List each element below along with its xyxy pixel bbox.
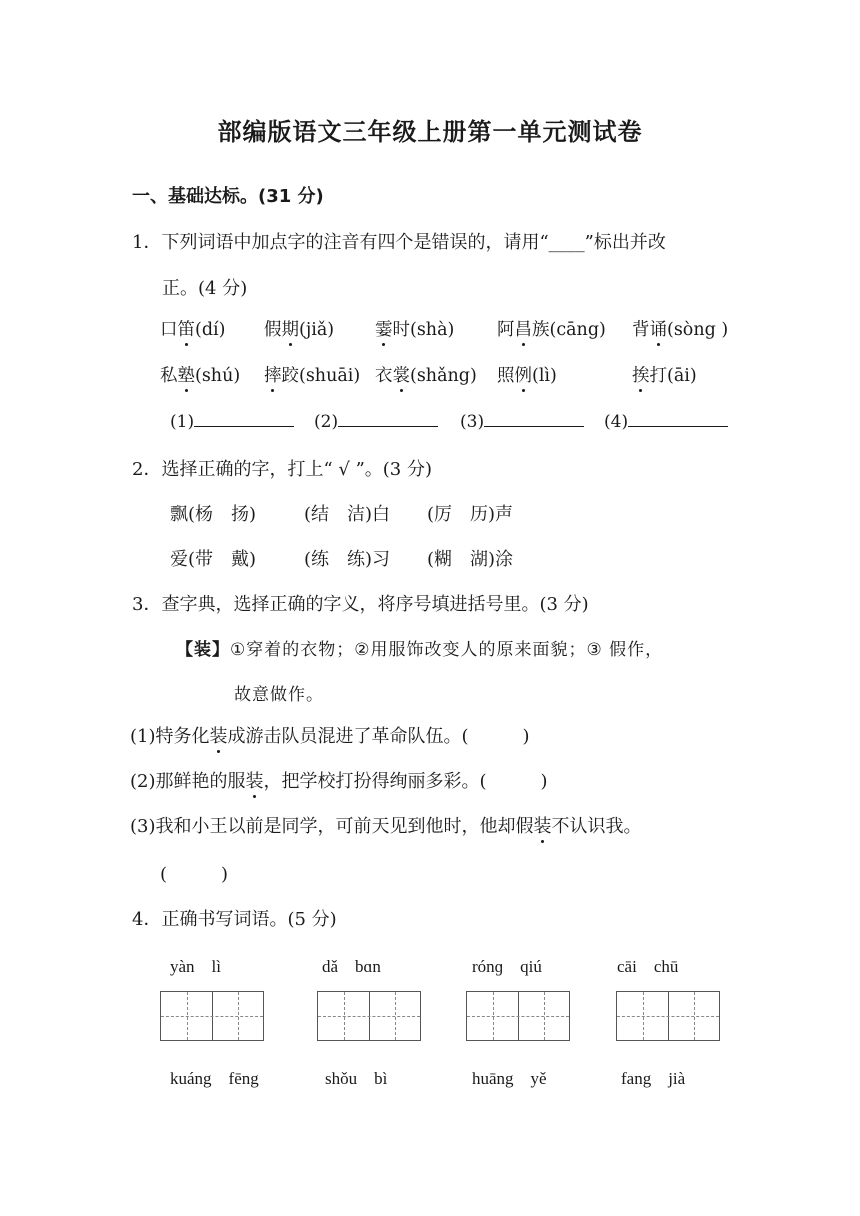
pinyin-label: fang jià: [621, 1069, 686, 1088]
dotted-char: 昌: [514, 320, 532, 340]
pinyin-label: yàn lì: [170, 957, 221, 976]
pinyin-label: huāng yě: [472, 1069, 547, 1088]
dictionary-definition: [176, 635, 663, 660]
choice-option[interactable]: (糊 湖)涂: [427, 549, 514, 570]
dotted-char: 装: [245, 771, 264, 792]
pinyin-label: kuáng fēng: [170, 1069, 259, 1088]
question-2: [132, 455, 432, 481]
question-4: [132, 905, 337, 931]
dotted-char: 例: [514, 366, 532, 386]
question-text: 正确书写词语。(5 分): [161, 909, 337, 930]
question-1-line2: 正。(4 分): [162, 278, 248, 299]
pinyin-word: 照例(lì): [497, 366, 557, 386]
pinyin-label: shǒu bì: [325, 1069, 388, 1088]
pinyin-word: 霎时(shà): [375, 320, 455, 340]
writing-box[interactable]: [616, 991, 720, 1041]
answer-parentheses: ( ): [160, 864, 229, 885]
question-3: [132, 590, 589, 616]
dotted-char: 塾: [177, 366, 195, 386]
answer-blank[interactable]: (4): [604, 410, 728, 432]
pinyin-label: dǎ bɑn: [322, 957, 381, 976]
pinyin-label: cāi chū: [617, 957, 679, 976]
question-1: [132, 228, 666, 254]
choice-option[interactable]: (厉 历)声: [427, 504, 514, 525]
dotted-char: 笛: [177, 320, 195, 340]
dotted-char: 霎: [375, 320, 393, 340]
question-number: 2．: [132, 459, 162, 480]
definition-text-continued: 故意做作。: [234, 685, 324, 705]
writing-box[interactable]: [160, 991, 264, 1041]
question-text: 选择正确的字，打上“ √ ”。(3 分): [161, 459, 432, 480]
dotted-char: 装: [209, 726, 228, 747]
question-number: 4．: [132, 909, 162, 930]
pinyin-word: 口笛(dí): [160, 320, 226, 340]
question-text: 查字典，选择正确的字义，将序号填进括号里。(3 分): [161, 594, 589, 615]
answer-blank[interactable]: (3): [460, 410, 584, 432]
dotted-char: 诵: [649, 320, 667, 340]
pinyin-word: 阿昌族(cāng): [497, 320, 606, 340]
pinyin-word: 背诵(sòng ): [632, 320, 729, 340]
choice-option[interactable]: (结 洁)白: [304, 504, 391, 525]
dotted-char: 裳: [392, 366, 410, 386]
sentence-3: (3)我和小王以前是同学，可前天见到他时，他却假装不认识我。: [130, 816, 642, 837]
question-number: 3．: [132, 594, 162, 615]
definition-text: ①穿着的衣物；②用服饰改变人的原来面貌；③ 假作，: [230, 640, 664, 660]
writing-box[interactable]: [317, 991, 421, 1041]
pinyin-word: 摔跤(shuāi): [264, 366, 361, 386]
definition-label: 【装】: [176, 640, 230, 660]
choice-option[interactable]: (练 练)习: [304, 549, 391, 570]
page-title: 部编版语文三年级上册第一单元测试卷: [217, 118, 643, 146]
pinyin-word: 挨打(āi): [632, 366, 697, 386]
answer-blank[interactable]: (1): [170, 410, 294, 432]
question-number: 1．: [132, 232, 162, 253]
dotted-char: 摔: [264, 366, 282, 386]
choice-option[interactable]: 爱(带 戴): [170, 549, 257, 570]
question-text: 下列词语中加点字的注音有四个是错误的，请用“____”标出并改: [161, 232, 666, 253]
answer-blank[interactable]: (2): [314, 410, 438, 432]
choice-option[interactable]: 飘(杨 扬): [170, 504, 257, 525]
writing-box[interactable]: [466, 991, 570, 1041]
dotted-char: 期: [281, 320, 299, 340]
dotted-char: 装: [533, 816, 552, 837]
dotted-char: 挨: [632, 366, 650, 386]
pinyin-label: rónɡ qiú: [472, 957, 542, 976]
section-heading-1: 一、基础达标。(31 分): [132, 186, 324, 207]
pinyin-word: 假期(jiǎ): [264, 320, 335, 340]
pinyin-word: 衣裳(shǎng): [375, 366, 477, 386]
sentence-2: (2)那鲜艳的服装，把学校打扮得绚丽多彩。( ): [130, 771, 548, 792]
sentence-1: (1)特务化装成游击队员混进了革命队伍。( ): [130, 726, 530, 747]
pinyin-word: 私塾(shú): [160, 366, 241, 386]
